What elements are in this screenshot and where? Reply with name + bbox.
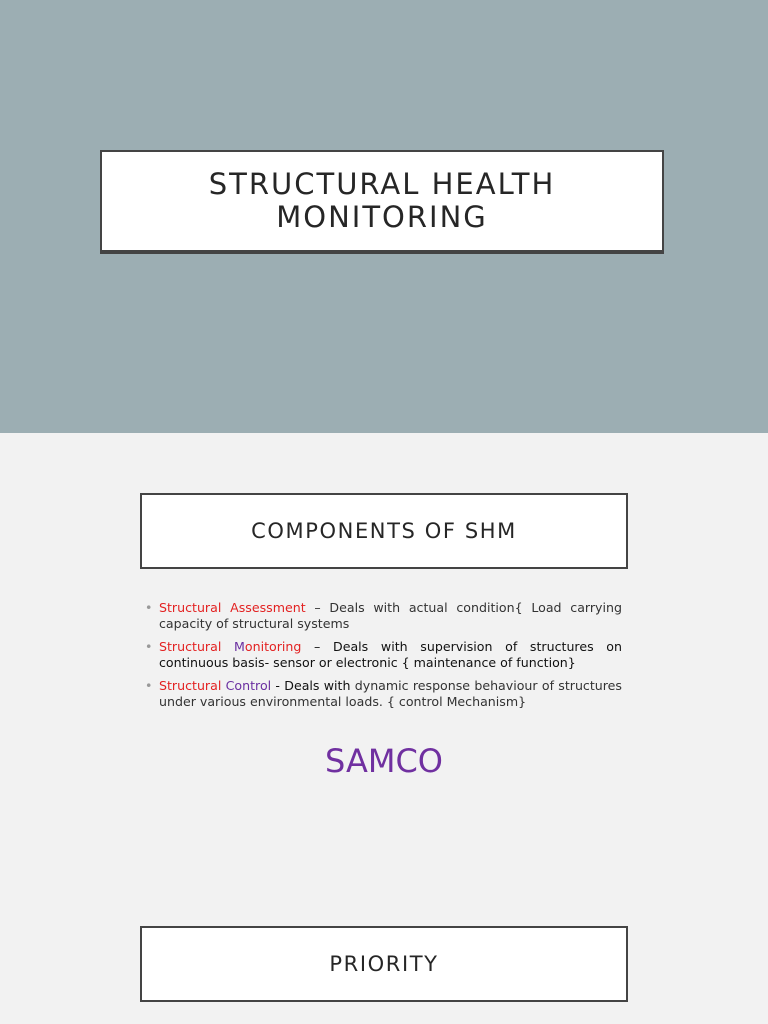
list-item <box>142 639 622 671</box>
page-title <box>209 168 556 234</box>
bullet-text: – Deals with actual condition{ Load carrying capacity of structural systems <box>159 600 622 631</box>
term-assessment: Assessment <box>230 600 306 615</box>
term-structural: Structural <box>159 600 222 615</box>
bullet-dot-icon: • <box>145 639 153 654</box>
bullet-dot-icon: • <box>145 600 153 615</box>
term-monitoring-initial: M <box>234 639 245 654</box>
title-line-2: MONITORING <box>276 200 488 234</box>
term-structural: Structural <box>159 639 222 654</box>
list-item <box>142 678 622 710</box>
samco-label: SAMCO <box>325 742 443 780</box>
components-heading-box <box>140 493 628 569</box>
priority-heading: PRIORITY <box>329 952 439 976</box>
bullet-text: dynamic response behaviour of structures under various environmental loads. { control Mechanism} <box>159 678 622 709</box>
title-line-1: STRUCTURAL HEALTH <box>208 167 556 201</box>
bullet-text: – Deals with supervision of structures on continuous basis- sensor or electronic { maintenance of function} <box>159 639 622 670</box>
components-heading: COMPONENTS OF SHM <box>251 519 517 543</box>
title-box <box>100 150 664 252</box>
bullet-dot-icon: • <box>145 678 153 693</box>
term-control: Control <box>225 678 272 693</box>
title-slide <box>0 0 768 433</box>
components-list <box>142 600 622 717</box>
priority-heading-box <box>140 926 628 1002</box>
bullet-text-black: - Deals with <box>271 678 351 693</box>
term-structural: Structural <box>159 678 222 693</box>
term-monitoring-rest: onitoring <box>244 639 302 654</box>
list-item <box>142 600 622 632</box>
